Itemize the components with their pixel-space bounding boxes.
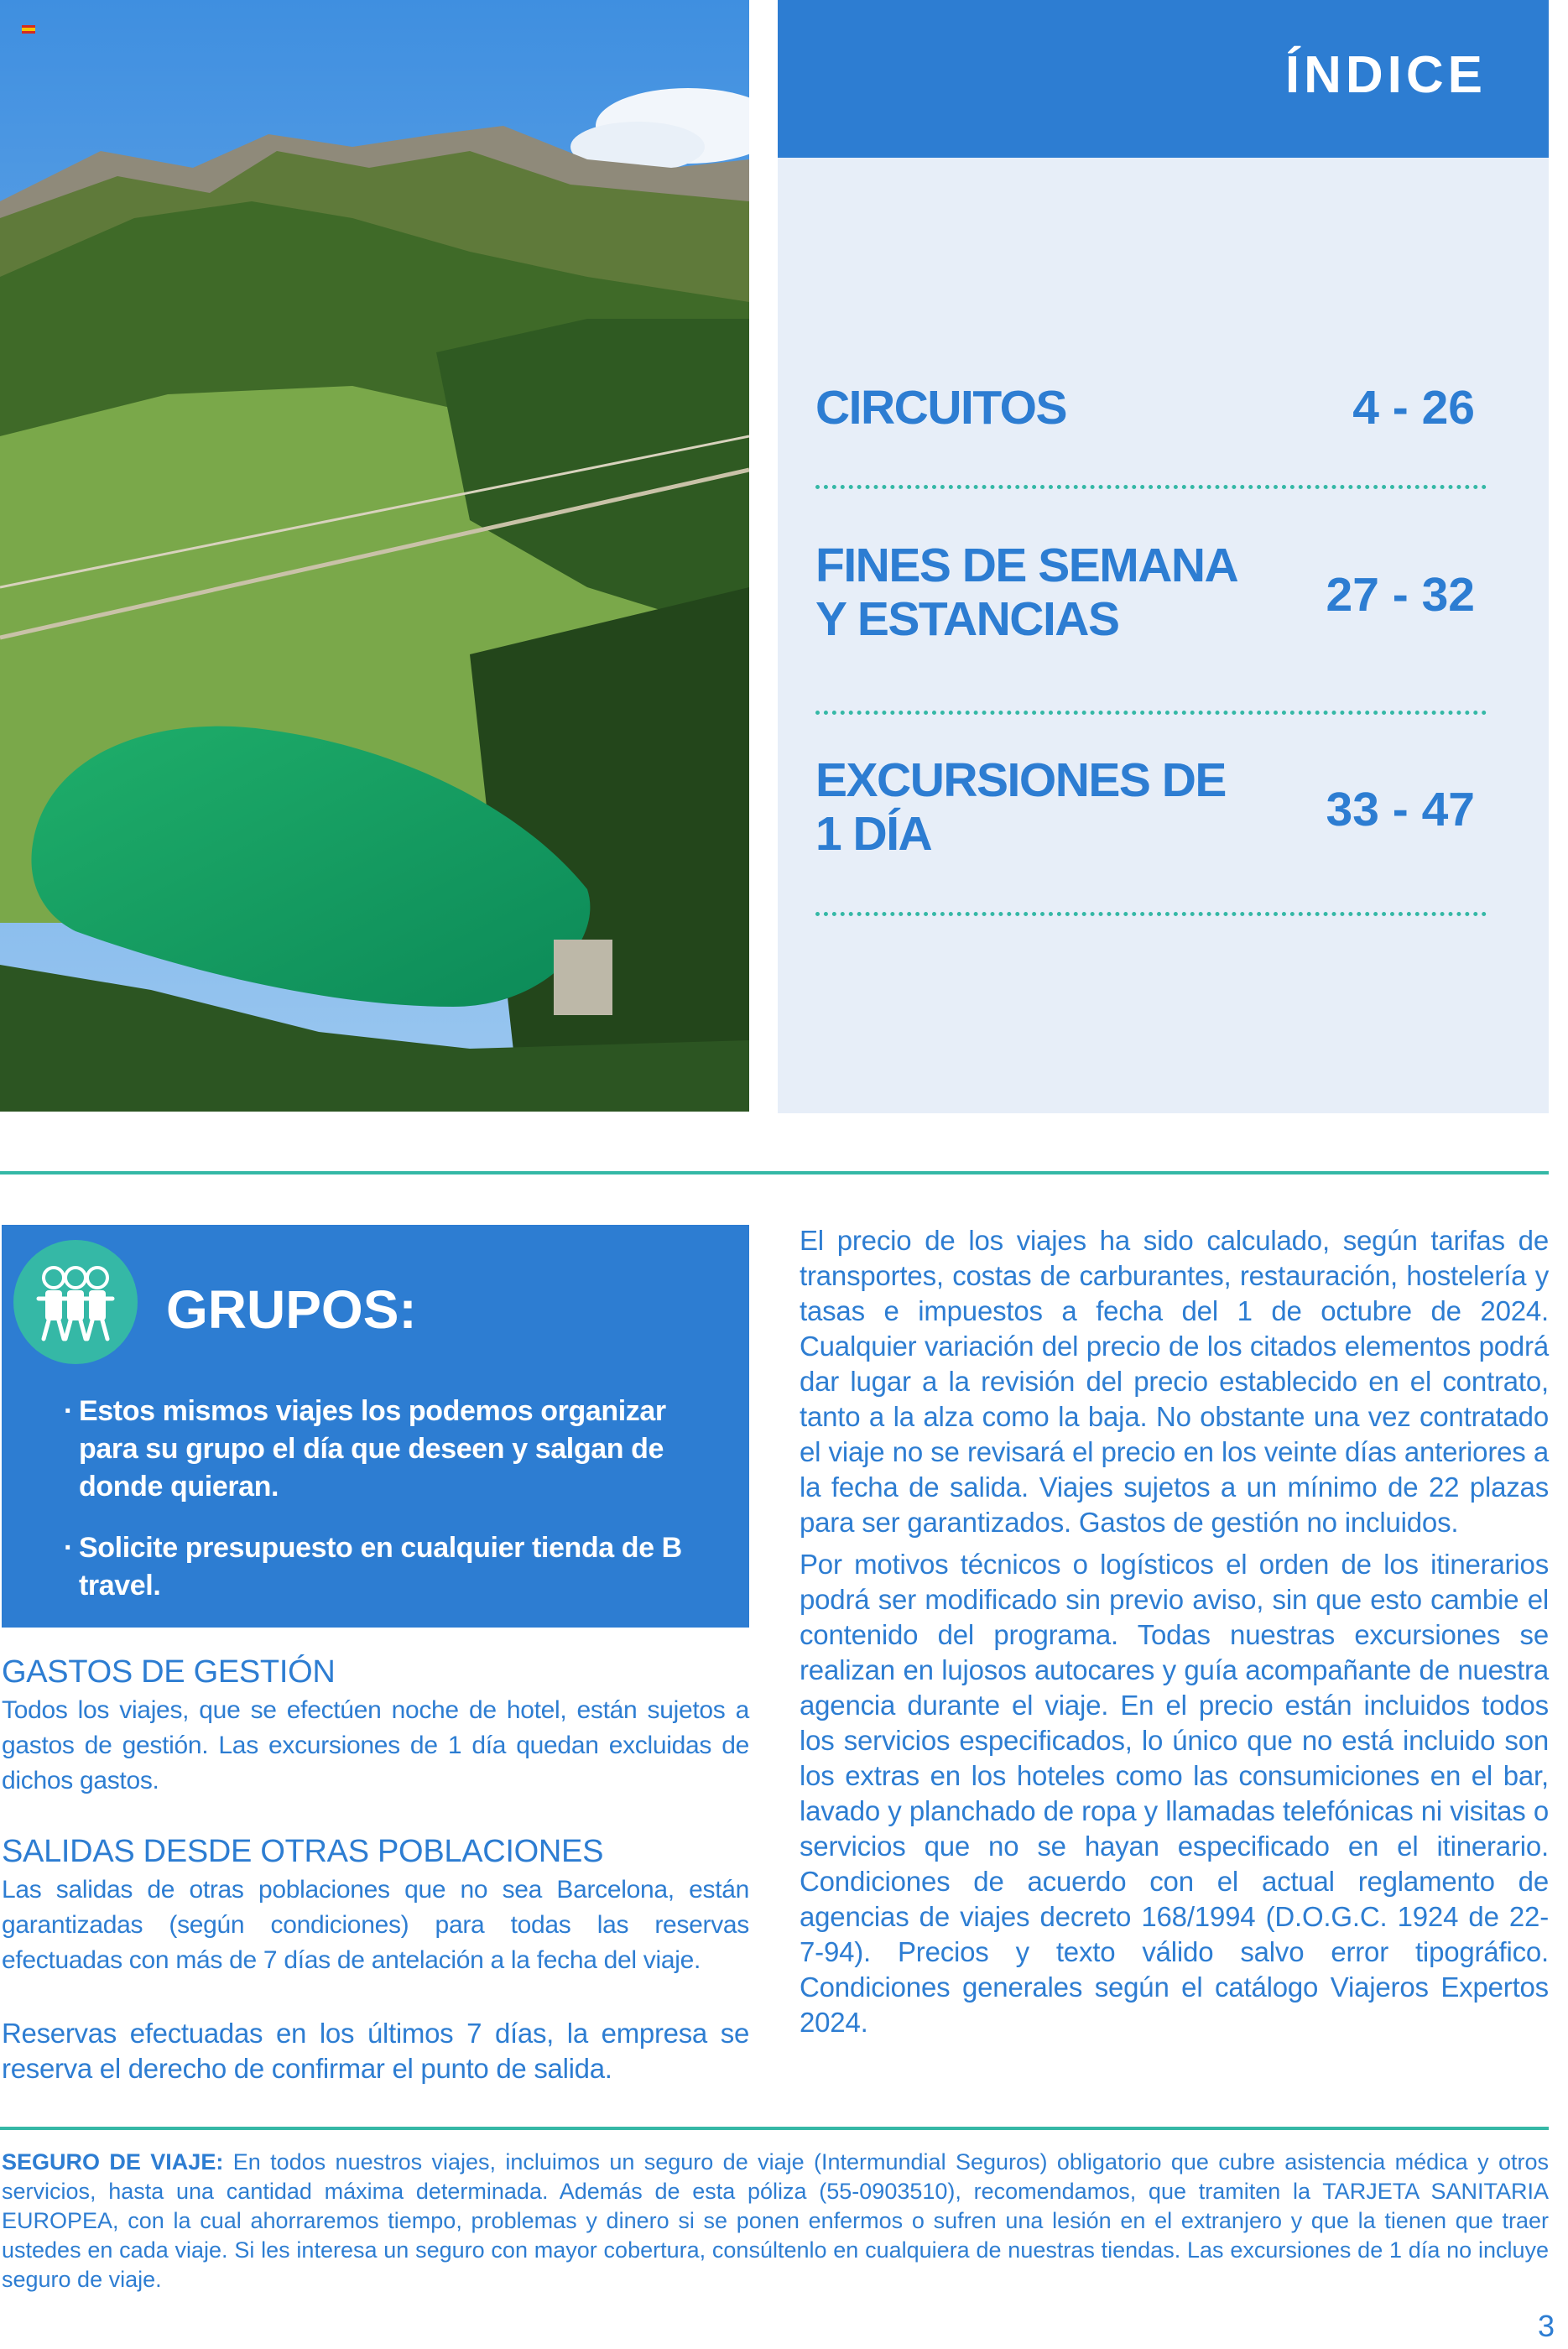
index-label-line: FINES DE SEMANA [815, 539, 1238, 592]
grupos-list-item: · Estos mismos viajes los podemos organizar para su grupo el día que deseen y salgan de donde quieran. [79, 1393, 725, 1506]
index-row-circuitos[interactable] [815, 369, 1487, 489]
index-label [815, 539, 1237, 646]
index-label [815, 753, 1226, 861]
mountain-lake-photo [0, 0, 749, 1112]
index-panel [778, 0, 1549, 1113]
index-row-excursiones[interactable] [815, 735, 1487, 916]
index-pages: 27 - 32 [1326, 568, 1475, 622]
index-row-fines-de-semana[interactable] [815, 520, 1487, 715]
salidas-title: SALIDAS DESDE OTRAS POBLACIONES [2, 1834, 604, 1869]
index-label [815, 381, 1066, 435]
index-label-line: EXCURSIONES DE [815, 753, 1226, 807]
landscape-illustration [0, 0, 749, 1112]
conditions-paragraph: El precio de los viajes ha sido calculado, según tarifas de transportes, costas de carburantes, restauración, hostelería y tasas e impuestos a fecha del 1 de octubre de 2024. Cualquier variación del precio de los citados elementos podrá dar lugar a la revisión del precio establecido en el contrato, tanto a la alza como la baja. No obstante una vez contratado el viaje no se revisará el precio en los veinte días anteriores a la fecha de salida. Viajes sujetos a un mínimo de 22 plazas para ser garantizados. Gastos de gestión no incluidos. [800, 1225, 1549, 1538]
section-divider [0, 1171, 1549, 1174]
conditions-paragraph: Por motivos técnicos o logísticos el orden de los itinerarios podrá ser modificado sin previo aviso, sin que esto cambie el contenido del programa. Todas nuestras excursiones se realizan en lujosos autocares y guía acompañante de nuestra agencia durante el viaje. En el precio están incluidos todos los servicios especificados, lo único que no está incluido son los extras en los hoteles como las consumiciones en el bar, lavado y planchado de ropa y llamadas telefónicas ni visitas o servicios que no se hayan especificado en el itinerario. Condiciones de acuerdo con el actual reglamento de agencias de viajes decreto 168/1994 (D.O.G.C. 1924 de 22-7-94). Precios y texto válido salvo error tipográfico. Condiciones generales según el catálogo Viajeros Expertos 2024. [800, 1549, 1549, 2038]
grupos-list-item: · Solicite presupuesto en cualquier tienda de B travel. [79, 1529, 725, 1605]
grupos-list [79, 1393, 725, 1628]
salidas-text: Las salidas de otras poblaciones que no sea Barcelona, están garantizadas (según condiciones) para todas las reservas efectuadas con más de 7 días de antelación a la fecha del viaje. [2, 1876, 749, 1974]
seguro-block [2, 2148, 1549, 2294]
grupos-title: GRUPOS: [166, 1279, 417, 1340]
gastos-title: GASTOS DE GESTIÓN [2, 1654, 336, 1690]
salidas-note: Reservas efectuadas en los últimos 7 días, la empresa se reserva el derecho de confirmar el punto de salida. [2, 2018, 749, 2084]
index-pages: 33 - 47 [1326, 783, 1475, 836]
index-pages: 4 - 26 [1352, 381, 1475, 435]
group-people-icon [13, 1240, 138, 1364]
page-number: 3 [1537, 2309, 1555, 2343]
index-title: ÍNDICE [1284, 46, 1487, 104]
index-label-line: Y ESTANCIAS [815, 592, 1119, 646]
index-label-line: 1 DÍA [815, 807, 932, 861]
seguro-text: En todos nuestros viajes, incluimos un seguro de viaje (Intermundial Seguros) obligatorio que cubre asistencia médica y otros servicios, hasta una cantidad máxima determinada. Además de esta póliza (55-0903510), recomendamos, que tramiten la TARJETA SANITARIA EUROPEA, con la cual ahorraremos tiempo, problemas y dinero si se ponen enfermos o sufren una lesión en el extranjero y que la tienen que traer ustedes en cada viaje. Si les interesa un seguro con mayor cobertura, consúltenlo en cualquiera de nuestras tiendas. Las excursiones de 1 día no incluye seguro de viaje. [2, 2149, 1549, 2292]
spain-flag-icon [22, 25, 35, 34]
conditions-column [800, 1223, 1549, 2047]
section-divider [0, 2127, 1549, 2130]
index-header [778, 0, 1549, 158]
seguro-label: SEGURO DE VIAJE: [2, 2149, 224, 2175]
grupos-box [2, 1225, 749, 1628]
gastos-text: Todos los viajes, que se efectúen noche de hotel, están sujetos a gastos de gestión. Las excursiones de 1 día quedan excluidas de dichos gastos. [2, 1696, 749, 1794]
index-label-line: CIRCUITOS [815, 381, 1066, 435]
